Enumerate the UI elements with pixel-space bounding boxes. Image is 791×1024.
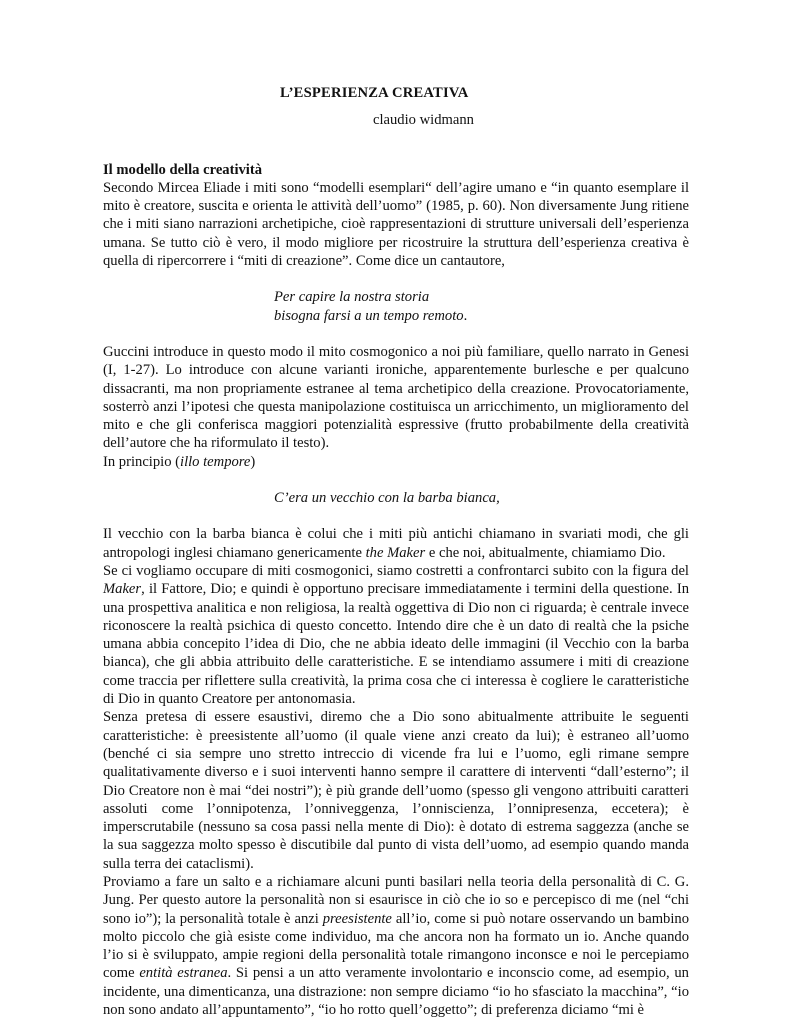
document-title: L’ESPERIENZA CREATIVA [280,85,469,101]
paragraph-6: Senza pretesa di essere esaustivi, diremo che a Dio sono abitualmente attribuite le seguenti caratteristiche: è preesistente all’uomo (il quale viene anzi creato da lui); è estraneo all’uomo (benché ci sia sempre uno stretto intreccio di vicende fra lui e l’uomo, egli rimane sempre qualitativamente diverso e i suoi interventi hanno sempre il carattere di interventi “dall’esterno”; il Dio Creatore non è mai “dei nostri”); è più grande dell’uomo (spesso gli vengono attribuiti caratteri assoluti come l’onnipotenza, l’onniveggenza, l’onniscienza, l’onnipresenza, eccetera); è imperscrutabile (nessuno sa cosa passi nella mente di Dio): è dotato di estrema saggezza (anche se la sua saggezza molto spesso è discutibile dal punto di vista dell’uomo, ad esempio quando manda sulla terra dei cataclismi). [103,709,689,872]
paragraph-7-italic-1: preesistente [322,910,392,927]
document-page [103,84,689,1019]
section-heading: Il modello della creatività [103,161,263,178]
verse-quote-1 [103,288,689,325]
paragraph-4-a: Il vecchio con la barba bianca è colui che i miti più antichi chiamano in svariati modi, che gli antropologi inglesi chiamano genericamente [103,526,689,561]
verse-1-line-2-text: bisogna farsi a un tempo remoto [274,307,464,324]
paragraph-5-a: Se ci vogliamo occupare di miti cosmogonici, siamo costretti a confrontarci subito con la figura del [103,562,689,579]
paragraph-3 [103,453,689,471]
paragraph-4 [103,525,689,562]
paragraph-5 [103,562,689,708]
paragraph-7-b: all’io, come si può notare osservando un bambino molto piccolo che già esiste come individuo, ma che ancora non ha formato un io. Anche quando l’io si è sviluppato, ampie regioni della personalità totale rimangono inconsce e noi le percepiamo come [103,910,690,982]
paragraph-7-c: . Si pensi a un atto veramente involontario e inconscio come, ad esempio, un incidente, una dimenticanza, una distrazione: non sempre diciamo “io ho sfasciato la macchina”, “io non sono andato all’appuntamento”, “io ho rotto quell’oggetto”; di preferenza diciamo “mi è [103,965,689,1019]
paragraph-7 [103,873,689,1019]
paragraph-7-italic-2: entità estranea [139,965,228,982]
paragraph-3-after: ) [250,453,256,470]
paragraph-5-b: , il Fattore, Dio; e quindi è opportuno precisare immediatamente i termini della questione. In una prospettiva analitica e non religiosa, la realtà oggettiva di Dio non ci riguarda; è centrale invece riconoscere la realtà psichica di questo concetto. Intendo dire che è un dato di realtà che la psiche umana abbia concepito l’idea di Dio, che ne abbia ideato delle immagini (il Vecchio con la barba bianca), che gli abbia attribuito delle caratteristiche. E se intendiamo assumere i miti di creazione come traccia per riflettere sulla creatività, la prima cosa che ci interessa è cogliere le caratteristiche di Dio in quanto Creatore per antonomasia. [103,581,689,708]
paragraph-4-b: e che noi, abitualmente, chiamiamo Dio. [425,544,666,561]
verse-1-line-1: Per capire la nostra storia [274,289,430,306]
paragraph-1: Secondo Mircea Eliade i miti sono “modelli esemplari“ dell’agire umano e “in quanto esemplare il mito è creatore, suscita e orienta le attività dell’uomo” (1985, p. 60). Non diversamente Jung ritiene che i miti siano narrazioni archetipiche, cioè rappresentazioni di strutture universali dell’esperienza umana. Se tutto ciò è vero, il modo migliore per ricostruire la struttura dell’esperienza creativa è quella di ripercorrere i “miti di creazione”. Come dice un cantautore, [103,179,689,270]
paragraph-4-italic: the Maker [365,544,426,561]
verse-2-line: C’era un vecchio con la barba bianca, [274,490,500,507]
paragraph-3-italic: illo tempore [180,453,251,470]
author-name: claudio widmann [373,112,474,129]
paragraph-5-italic: Maker [103,581,142,598]
verse-1-line-2 [103,307,689,325]
verse-1-line-2-end: . [463,307,468,324]
paragraph-2: Guccini introduce in questo modo il mito cosmogonico a noi più familiare, quello narrato in Genesi (I, 1-27). Lo introduce con alcune varianti ironiche, apparentemente burlesche e per qualcuno dissacranti, ma non propriamente estranee al tema archetipico della creazione. Provocatoriamente, sosterrò anzi l’ipotesi che questa manipolazione costituisca un arricchimento, un miglioramento del mito e che gli conferisca maggiori potenzialità espressive (frutto probabilmente della creatività dell’autore che ha riformulato il testo). [103,343,689,452]
paragraph-3-before: In principio ( [103,453,181,470]
paragraph-7-a: Proviamo a fare un salto e a richiamare alcuni punti basilari nella teoria della personalità di C. G. Jung. Per questo autore la personalità non si esaurisce in ciò che io so e percepisco di me (nel “chi sono io”); la personalità totale è anzi [103,873,689,927]
verse-quote-2 [103,489,689,507]
